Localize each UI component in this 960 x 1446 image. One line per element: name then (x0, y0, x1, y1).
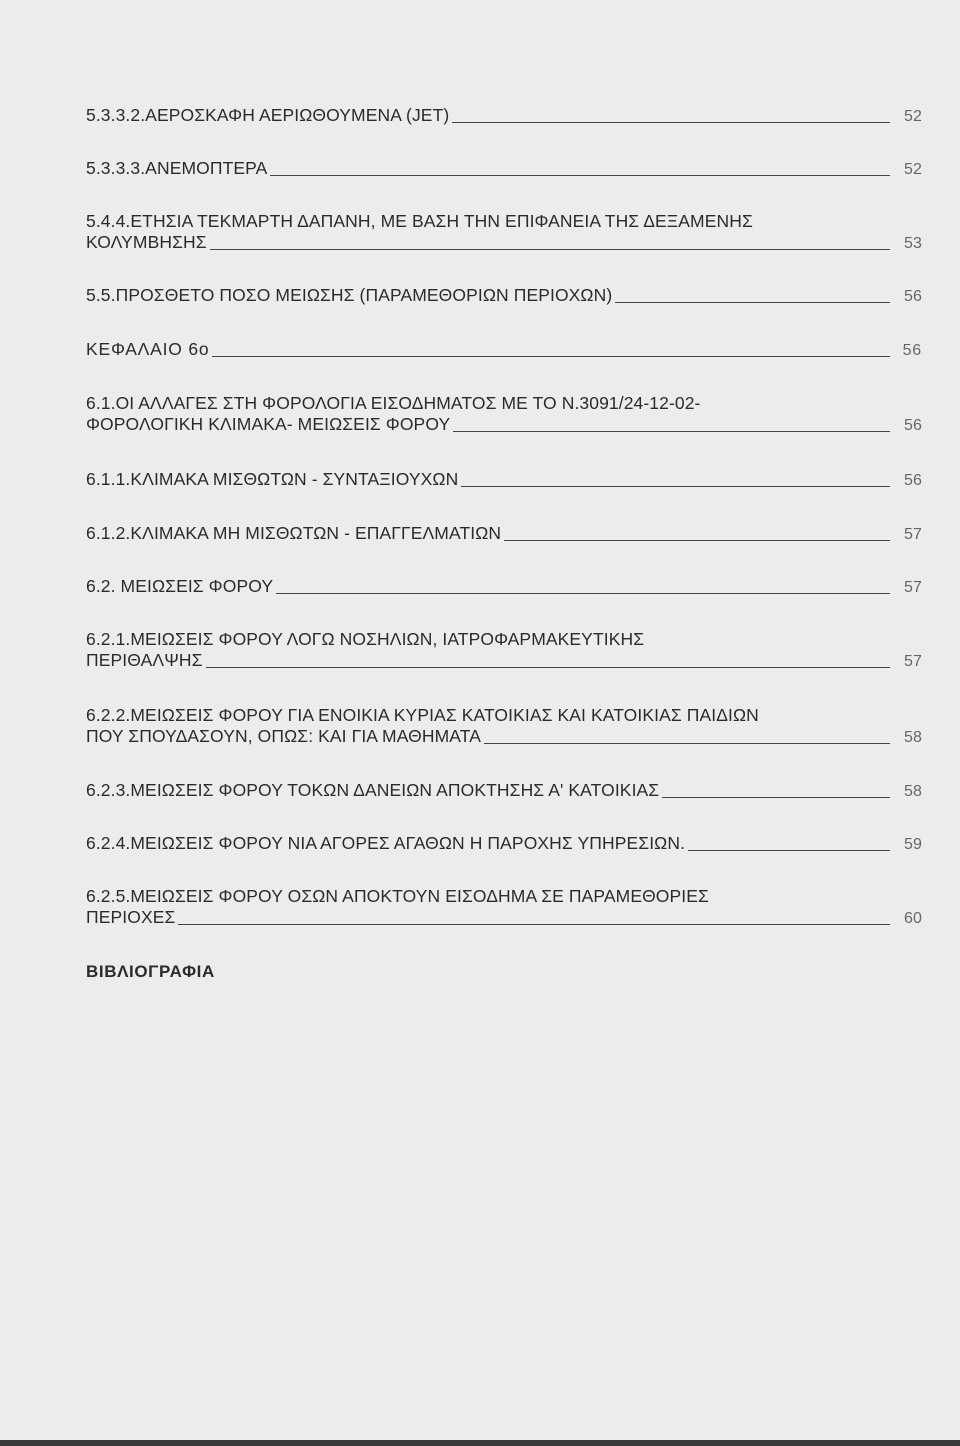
toc-page-number: 56 (902, 342, 922, 359)
toc-entry-title: 6.2.3.ΜΕΙΩΣΕΙΣ ΦΟΡΟΥ ΤΟΚΩΝ ΔΑΝΕΙΩΝ ΑΠΟΚΤΗΣΗΣ Α' ΚΑΤΟΙΚΙΑΣ (86, 780, 660, 800)
toc-entry-6-2-4 (86, 833, 922, 855)
toc-entry-6-2-5 (86, 886, 922, 929)
toc-leader (662, 797, 890, 798)
toc-page-number: 52 (904, 161, 922, 178)
toc-leader (484, 743, 890, 744)
toc-entry-title-cont: ΠΕΡΙΟΧΕΣ (86, 907, 176, 927)
toc-leader (615, 302, 890, 303)
bibliography-heading: ΒΙΒΛΙΟΓΡΑΦΙΑ (86, 962, 215, 981)
toc-leader (453, 431, 890, 432)
toc-entry-title-cont: ΚΟΛΥΜΒΗΣΗΣ (86, 232, 207, 252)
toc-entry-6-1 (86, 393, 922, 436)
toc-entry-title-cont: ΦΟΡΟΛΟΓΙΚΗ ΚΛΙΜΑΚΑ- ΜΕΙΩΣΕΙΣ ΦΟΡΟΥ (86, 414, 451, 434)
toc-entry-title: 6.2.4.ΜΕΙΩΣΕΙΣ ΦΟΡΟΥ ΝΙΑ ΑΓΟΡΕΣ ΑΓΑΘΩΝ Η ΠΑΡΟΧΗΣ ΥΠΗΡΕΣΙΩΝ. (86, 833, 686, 853)
toc-chapter-title: ΚΕΦΑΛΑΙΟ 6ο (86, 339, 210, 359)
toc-entry-5-5 (86, 285, 922, 307)
toc-entry-title: 6.2.2.ΜΕΙΩΣΕΙΣ ΦΟΡΟΥ ΓΙΑ ΕΝΟΙΚΙΑ ΚΥΡΙΑΣ ΚΑΤΟΙΚΙΑΣ ΚΑΙ ΚΑΤΟΙΚΙΑΣ ΠΑΙΔΙΩΝ (86, 705, 759, 725)
toc-leader (210, 249, 890, 250)
toc-leader (461, 486, 890, 487)
toc-entry-title: 5.3.3.3.ΑΝΕΜΟΠΤΕΡΑ (86, 158, 268, 178)
toc-entry-title-cont: ΠΟΥ ΣΠΟΥΔΑΣΟΥΝ, ΟΠΩΣ: ΚΑΙ ΓΙΑ ΜΑΘΗΜΑΤΑ (86, 726, 482, 746)
toc-page-number: 57 (904, 579, 922, 596)
toc-leader (212, 356, 890, 357)
toc-page-number: 58 (904, 729, 922, 746)
toc-entry-6-1-1 (86, 469, 922, 491)
toc-page-number: 58 (904, 783, 922, 800)
toc-entry-6-2-3 (86, 780, 922, 802)
toc-page-number: 57 (904, 653, 922, 670)
toc-page-number: 59 (904, 836, 922, 853)
toc-page-number: 57 (904, 526, 922, 543)
toc-entry-6-1-2 (86, 523, 922, 545)
toc-entry-6-2 (86, 576, 922, 598)
toc-leader (206, 667, 890, 668)
toc-entry-6-2-2 (86, 705, 922, 748)
toc-entry-title: 5.3.3.2.ΑΕΡΟΣΚΑΦΗ ΑΕΡΙΩΘΟΥΜΕΝΑ (JET) (86, 105, 450, 125)
toc-page-number: 53 (904, 235, 922, 252)
toc-entry-title: 6.1.1.ΚΛΙΜΑΚΑ ΜΙΣΘΩΤΩΝ - ΣΥΝΤΑΞΙΟΥΧΩΝ (86, 469, 459, 489)
toc-entry-title: 6.1.2.ΚΛΙΜΑΚΑ ΜΗ ΜΙΣΘΩΤΩΝ - ΕΠΑΓΓΕΛΜΑΤΙΩΝ (86, 523, 502, 543)
toc-leader (270, 175, 890, 176)
toc-entry-title: 6.1.ΟΙ ΑΛΛΑΓΕΣ ΣΤΗ ΦΟΡΟΛΟΓΙΑ ΕΙΣΟΔΗΜΑΤΟΣ ΜΕ ΤΟ Ν.3091/24-12-02- (86, 393, 701, 413)
toc-leader (178, 924, 890, 925)
toc-page-number: 52 (904, 108, 922, 125)
toc-leader (688, 850, 890, 851)
toc-entry-5-3-3-3 (86, 158, 922, 180)
toc-leader (504, 540, 890, 541)
toc-page-number: 56 (904, 288, 922, 305)
toc-entry-chapter-6 (86, 339, 922, 361)
toc-leader (452, 122, 890, 123)
toc-page-number: 56 (904, 417, 922, 434)
toc-entry-title: 6.2.1.ΜΕΙΩΣΕΙΣ ΦΟΡΟΥ ΛΟΓΩ ΝΟΣΗΛΙΩΝ, ΙΑΤΡΟΦΑΡΜΑΚΕΥΤΙΚΗΣ (86, 629, 645, 649)
toc-page-number: 60 (904, 910, 922, 927)
toc-entry-title: 6.2.5.ΜΕΙΩΣΕΙΣ ΦΟΡΟΥ ΟΣΩΝ ΑΠΟΚΤΟΥΝ ΕΙΣΟΔΗΜΑ ΣΕ ΠΑΡΑΜΕΘΟΡΙΕΣ (86, 886, 709, 906)
toc-leader (276, 593, 890, 594)
toc-page-number: 56 (904, 472, 922, 489)
toc-entry-title: 5.4.4.ΕΤΗΣΙΑ ΤΕΚΜΑΡΤΗ ΔΑΠΑΝΗ, ΜΕ ΒΑΣΗ ΤΗΝ ΕΠΙΦΑΝΕΙΑ ΤΗΣ ΔΕΞΑΜΕΝΗΣ (86, 211, 753, 231)
toc-entry-5-4-4 (86, 211, 922, 254)
toc-entry-title-cont: ΠΕΡΙΘΑΛΨΗΣ (86, 650, 203, 670)
scan-bottom-edge (0, 1440, 960, 1446)
toc-entry-5-3-3-2 (86, 105, 922, 127)
toc-entry-6-2-1 (86, 629, 922, 672)
toc-entry-title: 5.5.ΠΡΟΣΘΕΤΟ ΠΟΣΟ ΜΕΙΩΣΗΣ (ΠΑΡΑΜΕΘΟΡΙΩΝ ΠΕΡΙΟΧΩΝ) (86, 285, 613, 305)
toc-entry-title: 6.2. ΜΕΙΩΣΕΙΣ ΦΟΡΟΥ (86, 576, 274, 596)
